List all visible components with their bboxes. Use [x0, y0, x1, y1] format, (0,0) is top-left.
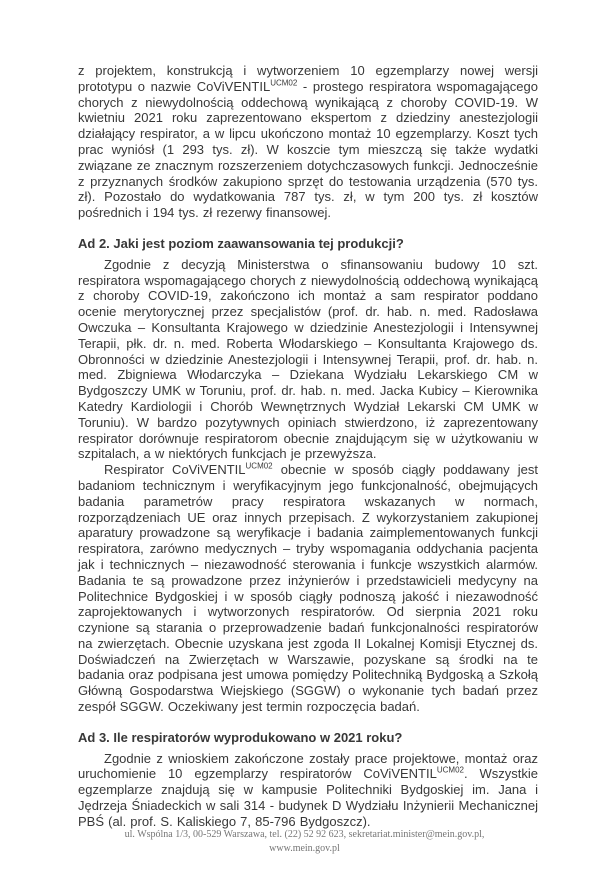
page-footer [0, 828, 609, 856]
paragraph-3-text-cont: obecnie w sposób ciągły poddawany jest badaniom technicznym i weryfikacyjnym jego funkcjonalność, obejmujących badania parametrów pracy respiratora wskazanych w normach, rozporządzeniach UE oraz innych przepisach. Z wykorzystaniem zakupionej aparatury prowadzone są weryfikacje i badania zaimplementowanych funkcji respiratora, zarówno medycznych – tryby wspomagania oddychania pacjenta jak i technicznych – niezawodność sterowania i funkcje wszystkich alarmów. Badania te są prowadzone przez inżynierów i przedstawicieli medycyny na Politechnice Bydgoskiej i w sposób ciągły podnoszą jakość i niezawodność zaprojektowanych i wytworzonych respiratorów. Od sierpnia 2021 roku czynione są starania o przeprowadzenie badań funkcjonalności respiratorów na zwierzętach. Obecnie uzyskana jest zgoda II Lokalnej Komisji Etycznej ds. Doświadczeń na Zwierzętach w Warszawie, pozyskane są środki na te badania oraz podpisana jest umowa pomiędzy Politechniką Bydgoską a Szkołą Główną Gospodarstwa Wiejskiego (SGGW) o wykonanie tych badań przez zespół SGGW. Oczekiwany jest termin rozpoczęcia badań. [78, 462, 538, 715]
paragraph-3-text: Respirator CoViVENTIL [104, 462, 246, 478]
footer-website: www.mein.gov.pl [269, 843, 340, 854]
paragraph-1-text-cont: - prostego respiratora wspomagającego chorych z niewydolnością oddechową wynikającą z choroby COVID-19. W kwietniu 2021 roku zaprezentowano ekspertom z dziedziny anestezjologii działający respirator, a w lipcu ukończono montaż 10 egzemplarzy. Koszt tych prac wyniósł (1 293 tys. zł). W koszcie tym mieszczą się także wydatki związane ze znacznym rozszerzeniem dotychczasowych funkcji. Jednocześnie z przyznanych środków zakupiono sprzęt do testowania urządzenia (570 tys. zł). Pozostało do wydatkowania 787 tys. zł, w tym 200 tys. zł kosztów pośrednich i 194 tys. zł rezerwy finansowej. [78, 78, 538, 221]
model-code-superscript: UCM02 [436, 766, 464, 776]
paragraph-4-text: Zgodnie z wnioskiem zakończone zostały prace projektowe, montaż oraz uruchomienie 10 egzemplarzy respiratorów CoViVENTIL [78, 750, 538, 782]
paragraph-4 [78, 751, 538, 830]
paragraph-4-text-cont: . Wszystkie egzemplarze znajdują się w kampusie Politechniki Bydgoskiej im. Jana i Jędrzeja Śniadeckich w sali 314 - budynek D Wydziału Inżynierii Mechanicznej PBŚ (al. prof. S. Kaliskiego 7, 85-796 Bydgoszcz). [78, 766, 538, 829]
model-code-superscript: UCM02 [270, 78, 298, 88]
paragraph-1-text: z projektem, konstrukcją i wytworzeniem 10 egzemplarzy nowej wersji prototypu o nazwie CoViVENTIL [78, 63, 538, 94]
paragraph-3 [78, 462, 538, 715]
paragraph-1 [78, 63, 538, 221]
heading-ad3: Ad 3. Ile respiratorów wyprodukowano w 2021 roku? [78, 729, 403, 745]
paragraph-2: Zgodnie z decyzją Ministerstwa o sfinansowaniu budowy 10 szt. respiratora wspomagającego chorych z niewydolnością oddechową wynikającą z choroby COVID-19, zakończono ich montaż a sam respirator poddano ocenie merytorycznej przez specjalistów (prof. dr. hab. n. med. Radosława Owczuka – Konsultanta Krajowego w dziedzinie Anestezjologii i Intensywnej Terapii, płk. dr. n. med. Roberta Włodarskiego – Konsultanta Krajowego ds. Obronności w dziedzinie Anestezjologii i Intensywnej Terapii, prof. dr. hab. n. med. Zbigniewa Włodarczyka – Dziekana Wydziału Lekarskiego CM w Bydgoszczy UMK w Toruniu, prof. dr. hab. n. med. Jacka Kubicy – Kierownika Katedry Kardiologii i Chorób Wewnętrznych Wydział Lekarski CM UMK w Toruniu). W bardzo pozytywnych opiniach stwierdzono, iż zaprezentowany respirator dorównuje respiratorom obecnie znajdującym się w użytkowaniu w szpitalach, a w niektórych funkcjach je przewyższa. [78, 256, 538, 462]
model-code-superscript: UCM02 [245, 461, 273, 471]
footer-address: ul. Wspólna 1/3, 00-529 Warszawa, tel. (22) 52 92 623, sekretariat.minister@mein.gov.pl, [124, 829, 485, 840]
document-body [78, 63, 538, 830]
heading-ad2: Ad 2. Jaki jest poziom zaawansowania tej produkcji? [78, 235, 404, 251]
